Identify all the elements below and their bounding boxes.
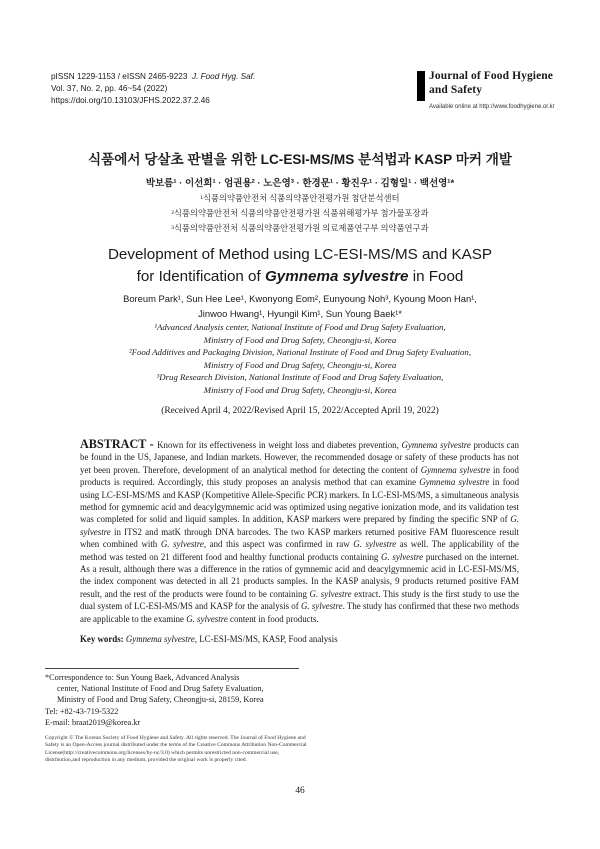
correspondence-note xyxy=(45,672,300,728)
english-affiliation-1-line-2: Ministry of Food and Drug Safety, Cheongju-si, Korea xyxy=(203,334,397,345)
species-name: G. sylvestre xyxy=(160,539,204,550)
keywords-heading: Key words: xyxy=(80,634,126,644)
journal-meta xyxy=(51,71,255,106)
english-title-species: Gymnema sylvestre xyxy=(264,268,409,285)
korean-affiliation-3: ³식품의약품안전처 식품의약품안전평가원 의료제품연구부 의약품연구과 xyxy=(171,224,429,233)
doi-link[interactable]: https://doi.org/10.13103/JFHS.2022.37.2.46 xyxy=(51,95,210,105)
english-authors-line-1: Boreum Park¹, Sun Hee Lee¹, Kwonyong Eom², Eunyoung Noh³, Kyoung Moon Han¹, xyxy=(123,293,477,304)
copyright-notice: Copyright © The Korean Society of Food Hygiene and Safety. All rights reserved. The Journal of Food Hygiene and Safety is an Open-Access journal distributed under the terms of the Creative Commons Attribution Non-Commercial License(http://creativecommons.org/licenses/by-nc/3.0) which permits unrestricted non-commercial use, distribution,and reproduction in any medium, provided the original work is properly cited. xyxy=(45,735,307,763)
english-affiliation-1 xyxy=(0,321,600,347)
species-name: Gymnema sylvestre xyxy=(420,464,491,475)
english-title xyxy=(0,244,600,288)
english-affiliation-3 xyxy=(0,371,600,397)
abstract-text-3: in food products is required. Accordingly, this study proposes an analysis method that can examine xyxy=(80,464,519,488)
species-name: G. sylvestre xyxy=(309,588,352,599)
received-dates: (Received April 4, 2022/Revised April 15, 2022/Accepted April 19, 2022) xyxy=(161,406,439,416)
correspondence-email[interactable]: E-mail: braat2019@korea.kr xyxy=(45,717,141,727)
journal-logo xyxy=(417,70,556,110)
footnote-divider xyxy=(45,668,299,669)
abstract-text-6: , and this aspect was confirmed in raw xyxy=(203,539,354,550)
logo-line-1: Journal of Food Hygiene xyxy=(429,70,554,82)
abstract-text-5: in ITS2 and matK through DNA barcodes. The two KASP markers returned positive FAM fluorescence result when combined with xyxy=(80,526,519,550)
english-title-line-2-end: in Food xyxy=(408,268,464,285)
species-name: G. sylvestre xyxy=(353,539,397,550)
available-online[interactable]: Available online at http://www.foodhygiene.or.kr xyxy=(429,104,555,110)
english-affiliation-1-line-1: ¹Advanced Analysis center, National Institute of Food and Drug Safety Evaluation, xyxy=(154,322,446,332)
english-affiliation-2 xyxy=(0,346,600,372)
english-title-line-1: Development of Method using LC-ESI-MS/MS and KASP xyxy=(107,246,493,263)
logo-line-2: and Safety xyxy=(429,83,483,96)
korean-affiliation-2: ²식품의약품안전처 식품의약품안전평가원 식품위해평가부 첨가물포장과 xyxy=(171,209,429,218)
abstract-heading: ABSTRACT - xyxy=(80,437,158,451)
abstract-text-4: in food using LC-ESI-MS/MS and KASP (Kompetitive Allele-Specific PCR) markers. In LC-ESI-MS/MS, a simultaneous analysis method for gymnemic acid and deacylgymnemic acid was optimized using negative ionization mode, and its validation test was completed for solid and liquid samples. In addition, KASP markers were prepared by finding the specific SNP of xyxy=(80,477,520,525)
abstract-text-1: Known for its effectiveness in weight loss and diabetes prevention, xyxy=(157,440,402,450)
keywords xyxy=(80,634,519,644)
english-authors xyxy=(0,292,600,321)
abstract-text-8: purchased on the internet. As a result, although there was a difference in the ratios of gymnemic acid and deacylgymnemic acid in LC-ESI-MS/MS, the index component was detected in all 21 products samples. In the KASP analysis, 9 products returned positive FAM result, and the rest of the products were found to be containing xyxy=(80,551,519,599)
english-title-line-2: for Identification of xyxy=(136,268,265,285)
issn: pISSN 1229-1153 / eISSN 2465-9223 xyxy=(51,72,188,81)
abstract-text-7: as well. The applicability of the method was tested on 21 different food and healthy functional products containing xyxy=(80,539,519,562)
species-name: Gymnema sylvestre xyxy=(401,440,471,450)
english-affiliation-2-line-2: Ministry of Food and Drug Safety, Cheongju-si, Korea xyxy=(203,359,397,370)
species-name: G. sylvestre xyxy=(300,601,343,612)
abstract-text-2: products can be found in the US, Japanese, and Indian markets. However, the recommended dosage or safety of these products has not yet been proven. Therefore, development of an analytical method for detecting the content of xyxy=(80,440,519,475)
correspondence-line-3: Ministry of Food and Drug Safety, Cheongju-si, 28159, Korea xyxy=(57,695,264,705)
page-number: 46 xyxy=(295,786,305,796)
abstract-text-10: . The study has confirmed that these two methods are applicable to the examine xyxy=(80,601,519,624)
correspondence-line-2: center, National Institute of Food and Drug Safety Evaluation, xyxy=(57,684,264,694)
species-name: Gymnema sylvestre xyxy=(419,477,490,488)
species-name: G. sylvestre xyxy=(381,551,424,562)
english-authors-line-2: Jinwoo Hwang¹, Hyungil Kim¹, Sun Young Baek¹* xyxy=(198,307,402,319)
english-affiliation-3-line-1: ³Drug Research Division, National Institute of Food and Drug Safety Evaluation, xyxy=(156,372,444,382)
species-name: G. sylvestre xyxy=(80,514,519,537)
korean-authors: 박보름¹ · 이선희¹ · 엄권용² · 노은영³ · 한경문¹ · 황진우¹ · 김형일¹ · 백선영¹* xyxy=(145,178,455,189)
abstract xyxy=(80,438,519,625)
english-affiliation-2-line-1: ²Food Additives and Packaging Division, National Institute of Food and Drug Safety Evaluation, xyxy=(128,347,472,357)
volume-info: Vol. 37, No. 2, pp. 46~54 (2022) xyxy=(51,83,168,93)
korean-title: 식품에서 당살초 판별을 위한 LC-ESI-MS/MS 분석법과 KASP 마커 개발 xyxy=(87,152,512,167)
journal-abbreviation: J. Food Hyg. Saf. xyxy=(191,72,256,81)
abstract-text-9: extract. This study is the first study to use the dual system of LC-ESI-MS/MS and KASP for the analysis of xyxy=(80,588,519,612)
keywords-list: , LC-ESI-MS/MS, KASP, Food analysis xyxy=(194,634,338,644)
correspondence-line-1: *Correspondence to: Sun Young Baek, Advanced Analysis xyxy=(45,673,240,682)
keyword-species: Gymnema sylvestre xyxy=(125,634,195,644)
abstract-text-11: content in food products. xyxy=(227,613,319,624)
species-name: G. sylvestre xyxy=(186,613,228,624)
english-affiliation-3-line-2: Ministry of Food and Drug Safety, Cheongju-si, Korea xyxy=(203,384,397,395)
journal-logo-mark-icon xyxy=(417,71,425,101)
correspondence-phone: Tel: +82-43-719-5322 xyxy=(45,706,119,716)
korean-affiliation-1: ¹식품의약품안전처 식품의약품안전평가원 첨단분석센터 xyxy=(200,194,400,203)
